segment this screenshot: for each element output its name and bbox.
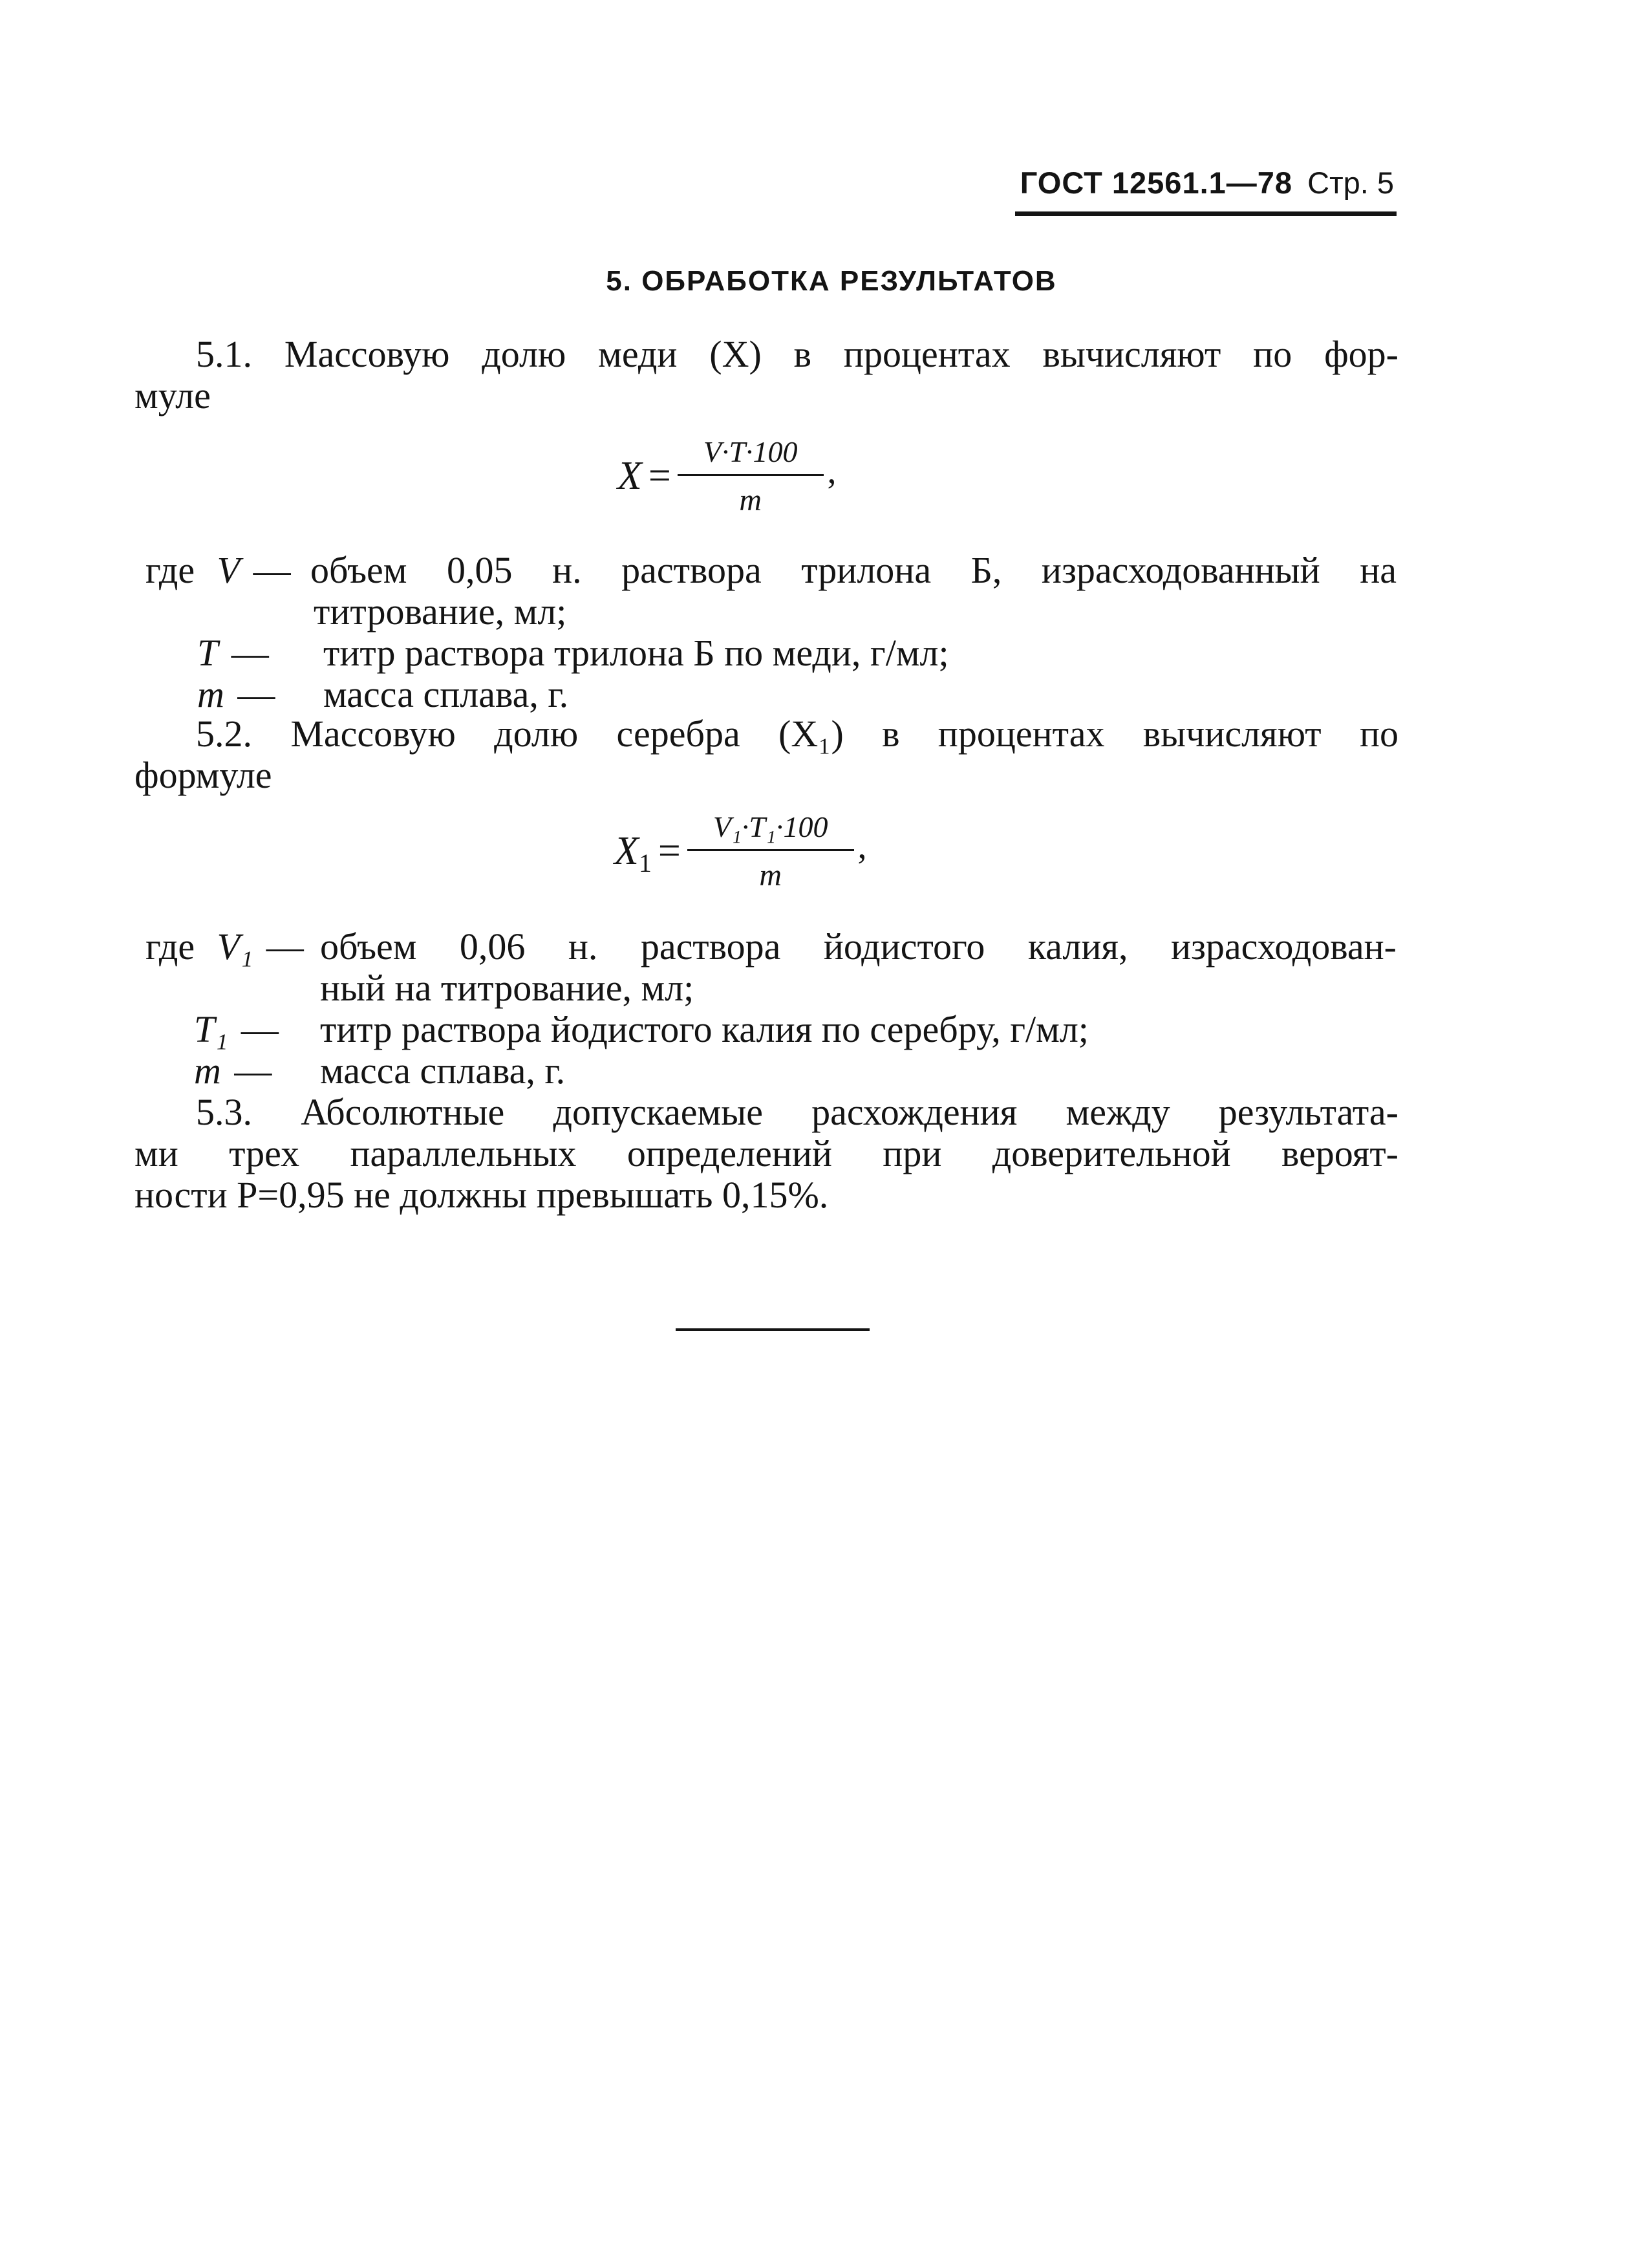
definition-text: титр раствора трилона Б по меди, г/мл;: [323, 632, 949, 674]
paragraph-5-2: [134, 713, 1398, 796]
definition-row: [145, 1050, 1400, 1092]
definition-dash: —: [253, 549, 291, 591]
formula-numerator: V·T·100: [703, 435, 798, 468]
formula-lhs-subscript: 1: [638, 848, 652, 878]
definition-text: объем 0,05 н. раствора трилона Б, израсходованный на: [310, 549, 1397, 591]
formula-comma: ,: [857, 826, 867, 867]
formula-numerator: V₁·T₁·100: [712, 810, 828, 843]
definition-row: [145, 550, 1400, 591]
definition-continuation: ный на титрование, мл;: [320, 967, 694, 1009]
paragraph-line: 5.1. Массовую долю меди (X) в процентах вычисляют по фор-: [196, 333, 1398, 375]
definition-term: V: [217, 549, 241, 591]
definition-dash: —: [237, 673, 275, 715]
formula-equals: =: [648, 454, 671, 498]
formula-fraction: [687, 810, 854, 893]
definition-row: [145, 1009, 1400, 1050]
definitions-copper: [145, 550, 1400, 715]
definition-term: T₁: [194, 1008, 228, 1050]
paragraph-line: муле: [134, 374, 211, 416]
definition-lead: где: [145, 925, 195, 967]
definition-row: [145, 632, 1400, 674]
formula-denominator: m: [759, 858, 782, 892]
definition-text: масса сплава, г.: [323, 673, 569, 715]
formula-comma: ,: [827, 451, 837, 491]
definition-dash: —: [266, 925, 304, 967]
definition-dash: —: [241, 1008, 279, 1050]
formula-lhs: X1: [614, 829, 652, 878]
definition-lead: где: [145, 549, 195, 591]
definitions-silver: [145, 926, 1400, 1092]
formula-lhs: X: [617, 454, 642, 498]
definition-dash: —: [231, 632, 269, 674]
definition-text: титр раствора йодистого калия по серебру, г/мл;: [320, 1008, 1089, 1050]
page-number: Стр. 5: [1307, 166, 1394, 200]
definition-row: [145, 674, 1400, 715]
definition-dash: —: [234, 1050, 272, 1092]
paragraph-line: ности P=0,95 не должны превышать 0,15%.: [134, 1174, 829, 1216]
paragraph-line: ми трех параллельных определений при доверительной вероят-: [134, 1132, 1398, 1174]
formula-fraction: [678, 435, 824, 518]
formula-denominator: m: [739, 483, 762, 517]
section-title: 5. ОБРАБОТКА РЕЗУЛЬТАТОВ: [606, 265, 1057, 297]
definition-term: V₁: [217, 925, 253, 967]
definition-term: m: [194, 1050, 221, 1092]
paragraph-5-3: [134, 1092, 1398, 1216]
definition-text: объем 0,06 н. раствора йодистого калия, израсходован-: [320, 925, 1397, 967]
running-header: [1020, 165, 1394, 200]
formula-silver: [614, 810, 867, 893]
header-rule: [1015, 211, 1397, 216]
end-rule: [676, 1328, 870, 1331]
formula-equals: =: [658, 829, 681, 873]
definition-continuation: титрование, мл;: [314, 590, 567, 632]
paragraph-line: 5.3. Абсолютные допускаемые расхождения между результата-: [196, 1091, 1398, 1133]
definition-row: [145, 926, 1400, 967]
paragraph-line: формуле: [134, 754, 272, 796]
definition-term: T: [197, 632, 219, 674]
paragraph-5-1: [134, 334, 1398, 416]
definition-text: масса сплава, г.: [320, 1050, 566, 1092]
paragraph-line: 5.2. Массовую долю серебра (X₁) в процентах вычисляют по: [196, 713, 1398, 755]
definition-term: m: [197, 673, 224, 715]
formula-copper: [617, 435, 837, 518]
standard-number: ГОСТ 12561.1—78: [1020, 166, 1293, 200]
